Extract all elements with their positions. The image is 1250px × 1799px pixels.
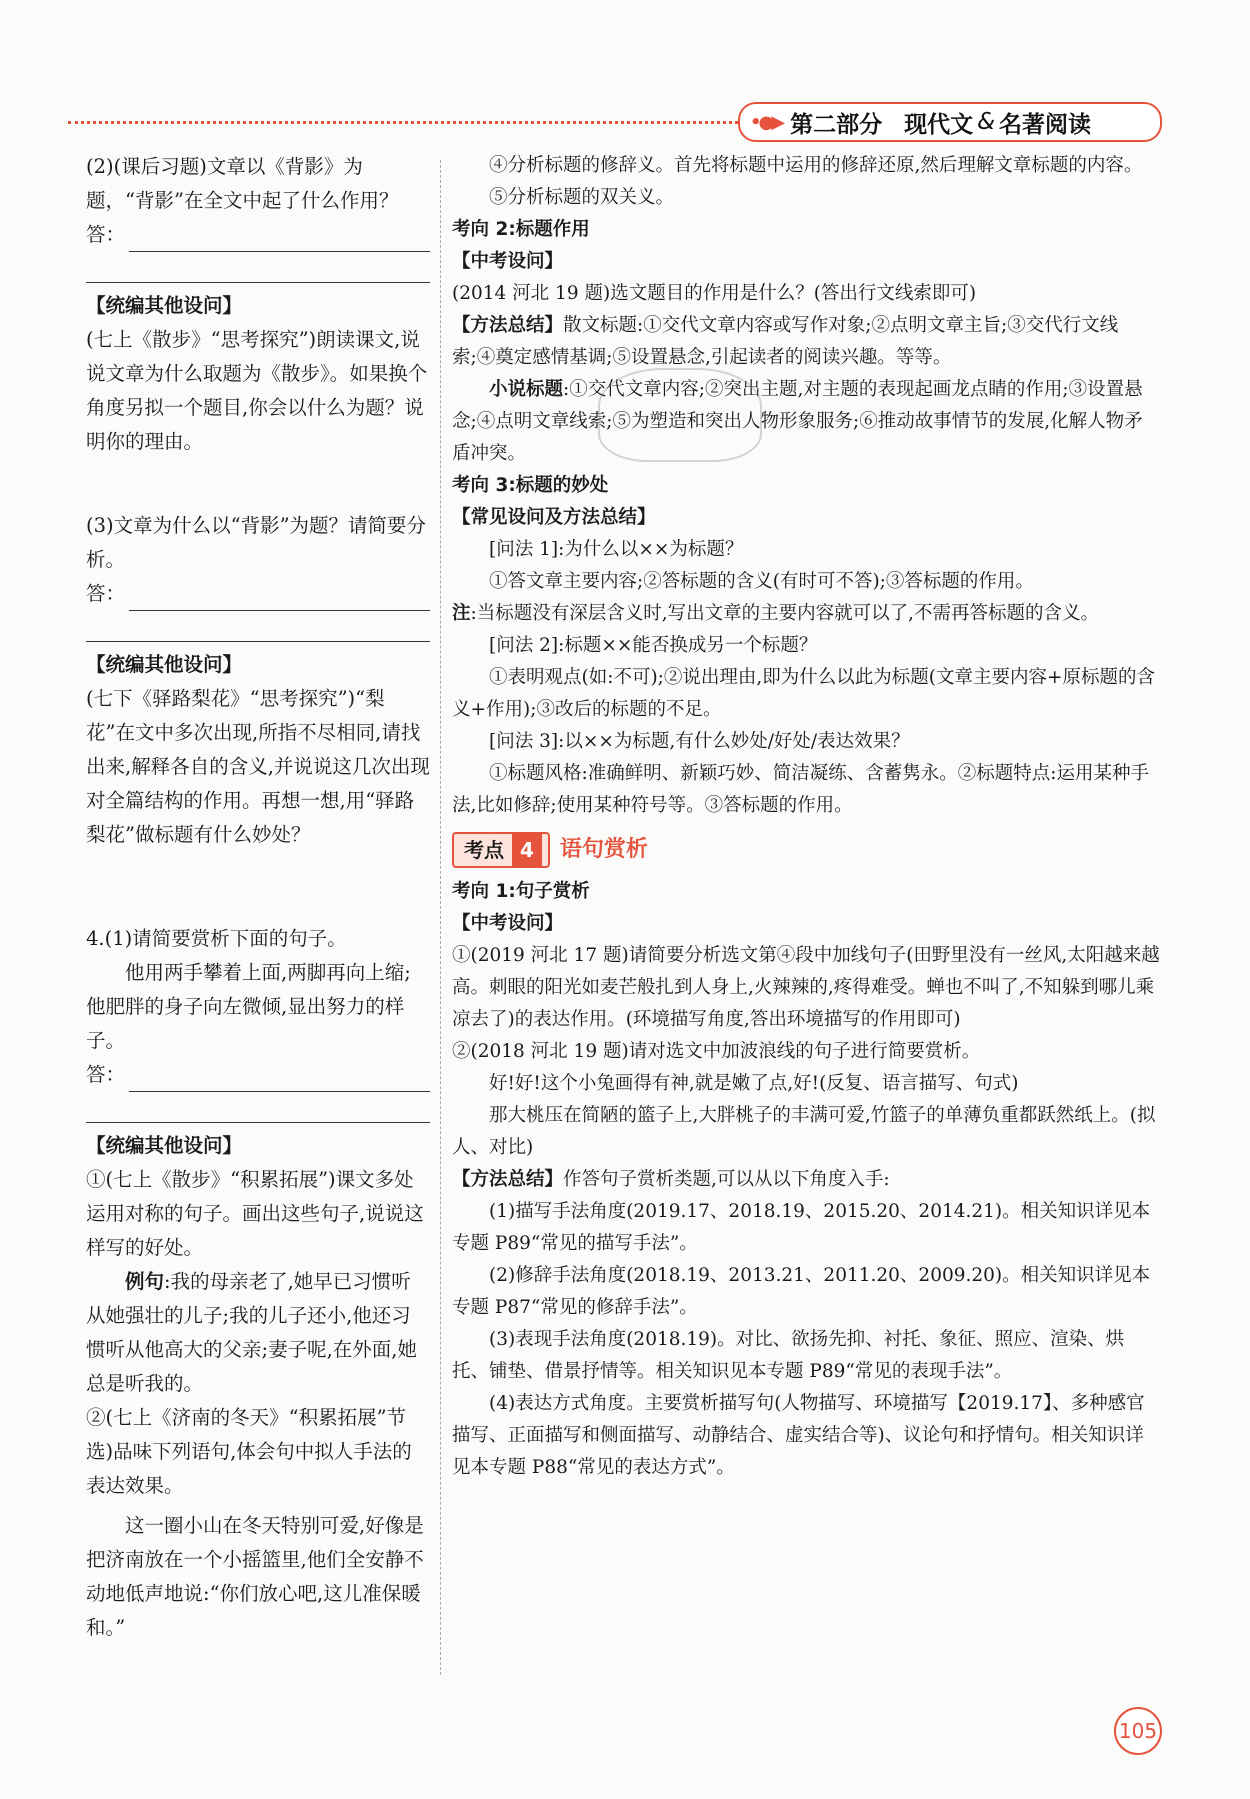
example-text: :我的母亲老了,她早已习惯听从她强壮的儿子;我的儿子还小,他还习惯听从他高大的父亲;妻子呢,在外面,她总是听我的。 xyxy=(86,1270,417,1395)
other-question-title: 【统编其他设问】 xyxy=(86,294,243,317)
exam-question-text: ②(2018 河北 19 题)请对选文中加波浪线的句子进行简要赏析。 xyxy=(452,1041,981,1062)
quote-sentence: 这一圈小山在冬天特别可爱,好像是把济南放在一个小摇篮里,他们全安静不动地低声地说:“你们放心吧,这儿准保暖和。” xyxy=(86,1514,424,1639)
method-item: ⑤分析标题的双关义。 xyxy=(489,187,675,208)
exam-point-title: 语句赏析 xyxy=(559,837,648,862)
answer-label: 答： xyxy=(86,223,126,246)
quote-sentence: 那大桃压在简陋的篮子上,大胖桃子的丰满可爱,竹篮子的单薄负重都跃然纸上。(拟人、对比) xyxy=(452,1105,1156,1158)
direction-title: 考向 1:句子赏析 xyxy=(452,881,590,902)
other-question-text: ②(七上《济南的冬天》“积累拓展”节选)品味下列语句,体会句中拟人手法的表达效果。 xyxy=(86,1406,412,1497)
page-number: 105 xyxy=(1114,1707,1162,1755)
question-4: 4.(1)请简要赏析下面的句子。 xyxy=(86,927,347,950)
method-summary-title: 【方法总结】 xyxy=(452,315,564,336)
example-label: 例句 xyxy=(125,1270,165,1293)
note-text: :当标题没有深层含义时,写出文章的主要内容就可以了,不需再答标题的含义。 xyxy=(470,603,1100,624)
other-question-text: (七下《驿路梨花》“思考探究”)“梨花”在文中多次出现,所指不尽相同,请找出来,解释各自的含义,并说说这几次出现对全篇结构的作用。再想一想,用“驿路梨花”做标题有什么妙处？ xyxy=(86,687,430,846)
example-paragraph xyxy=(86,1265,430,1401)
answer-line[interactable] xyxy=(129,227,430,252)
note xyxy=(452,598,1160,630)
question-2: (2)(课后习题)文章以《背影》为题，“背影”在全文中起了什么作用？ xyxy=(86,155,399,212)
question-type-1: [问法 1]:为什么以××为标题？ xyxy=(489,539,744,560)
question-type-1-answer: ①答文章主要内容;②答标题的含义(有时可不答);③答标题的作用。 xyxy=(489,571,1034,592)
note-label: 注 xyxy=(452,603,471,624)
other-question-text: ①(七上《散步》“积累拓展”)课文多处运用对称的句子。画出这些句子,说说这样写的好处。 xyxy=(86,1168,424,1259)
novel-title-text: :①交代文章内容;②突出主题,对主题的表现起画龙点睛的作用;③设置悬念;④点明文章线索;⑤为塑造和突出人物形象服务;⑥推动故事情节的发展,化解人物矛盾冲突。 xyxy=(452,379,1143,464)
exam-point-number: 4 xyxy=(512,834,542,866)
direction-title: 考向 2:标题作用 xyxy=(452,219,590,240)
novel-title-label: 小说标题 xyxy=(489,379,564,400)
method-summary xyxy=(452,310,1160,374)
answer-line[interactable] xyxy=(86,1092,430,1123)
question-3: (3)文章为什么以“背影”为题？请简要分析。 xyxy=(86,514,427,571)
question-type-3: [问法 3]:以××为标题,有什么妙处/好处/表达效果？ xyxy=(489,731,910,752)
method-summary-text: 散文标题:①交代文章内容或写作对象;②点明文章主旨;③交代行文线索;④奠定感情基调;⑤设置悬念,引起读者的阅读兴趣。等等。 xyxy=(452,315,1119,368)
method-angle: (3)表现手法角度(2018.19)。对比、欲扬先抑、衬托、象征、照应、渲染、烘托、铺垫、借景抒情等。相关知识见本专题 P89“常见的表现手法”。 xyxy=(452,1329,1125,1382)
exam-question-title: 【中考设问】 xyxy=(452,913,564,934)
novel-title-method xyxy=(452,374,1160,470)
answer-row[interactable] xyxy=(86,577,430,611)
quote-sentence: 好!好!这个小兔画得有神,就是嫩了点,好!(反复、语言描写、句式) xyxy=(489,1073,1019,1094)
left-column xyxy=(86,150,430,1645)
method-item: ④分析标题的修辞义。首先将标题中运用的修辞还原,然后理解文章标题的内容。 xyxy=(489,155,1143,176)
question-type-3-answer: ①标题风格:准确鲜明、新颖巧妙、简洁凝练、含蓄隽永。②标题特点:运用某种手法,比如修辞;使用某种符号等。③答标题的作用。 xyxy=(452,763,1149,816)
answer-row[interactable] xyxy=(86,218,430,252)
method-angle: (4)表达方式角度。主要赏析描写句(人物描写、环境描写【2019.17】、多种感官描写、正面描写和侧面描写、动静结合、虚实结合等)、议论句和抒情句。相关知识详见本专题 P88“常见的表达方式”。 xyxy=(452,1393,1145,1478)
method-summary-title: 【方法总结】 xyxy=(452,1169,564,1190)
header-title2: 名著阅读 xyxy=(999,111,1091,138)
other-question-text: (七上《散步》“思考探究”)朗读课文,说说文章为什么取题为《散步》。如果换个角度另拟一个题目,你会以什么为题？说明你的理由。 xyxy=(86,328,428,453)
exam-point-banner xyxy=(452,830,1160,870)
answer-line[interactable] xyxy=(129,586,430,611)
section-header xyxy=(738,102,1162,142)
header-part: 第二部分 xyxy=(790,111,883,138)
exam-point-badge xyxy=(452,832,550,868)
other-question-title: 【统编其他设问】 xyxy=(86,653,243,676)
common-question-title: 【常见设问及方法总结】 xyxy=(452,507,656,528)
exam-question-title: 【中考设问】 xyxy=(452,251,564,272)
question-type-2: [问法 2]:标题××能否换成另一个标题？ xyxy=(489,635,818,656)
stamp-mark xyxy=(598,368,762,462)
quote-sentence: 他用两手攀着上面,两脚再向上缩;他肥胖的身子向左微倾,显出努力的样子。 xyxy=(86,961,411,1052)
answer-line[interactable] xyxy=(86,611,430,642)
header-dotted-line xyxy=(68,121,738,124)
exam-question-text: ①(2019 河北 17 题)请简要分析选文第④段中加线句子(田野里没有一丝风,太阳越来越高。刺眼的阳光如麦芒般扎到人身上,火辣辣的,疼得难受。蝉也不叫了,不知躲到哪儿乘凉去了)的表达作用。(环境描写角度,答出环境描写的作用即可) xyxy=(452,945,1160,1030)
method-angle: (1)描写手法角度(2019.17、2018.19、2015.20、2014.21)。相关知识详见本专题 P89“常见的描写手法”。 xyxy=(452,1201,1151,1254)
exam-question-text: (2014 河北 19 题)选文题目的作用是什么？(答出行文线索即可) xyxy=(452,283,977,304)
answer-line[interactable] xyxy=(129,1067,430,1092)
method-summary xyxy=(452,1164,1160,1196)
header-title1: 现代文 xyxy=(904,111,974,138)
direction-title: 考向 3:标题的妙处 xyxy=(452,475,609,496)
answer-label: 答： xyxy=(86,1063,126,1086)
other-question-title: 【统编其他设问】 xyxy=(86,1134,243,1157)
exam-point-label: 考点 xyxy=(464,838,504,862)
method-angle: (2)修辞手法角度(2018.19、2013.21、2011.20、2009.20)。相关知识详见本专题 P87“常见的修辞手法”。 xyxy=(452,1265,1151,1318)
column-divider xyxy=(440,160,441,1675)
answer-label: 答： xyxy=(86,582,126,605)
method-summary-text: 作答句子赏析类题,可以从以下角度入手: xyxy=(563,1169,890,1190)
question-type-2-answer: ①表明观点(如:不可);②说出理由,即为什么以此为标题(文章主要内容+原标题的含义+作用);③改后的标题的不足。 xyxy=(452,667,1156,720)
right-column xyxy=(452,150,1160,1484)
answer-row[interactable] xyxy=(86,1058,430,1092)
arrow-icon: •●▶ xyxy=(750,111,783,133)
header-amp: & xyxy=(977,109,995,135)
answer-line[interactable] xyxy=(86,252,430,283)
